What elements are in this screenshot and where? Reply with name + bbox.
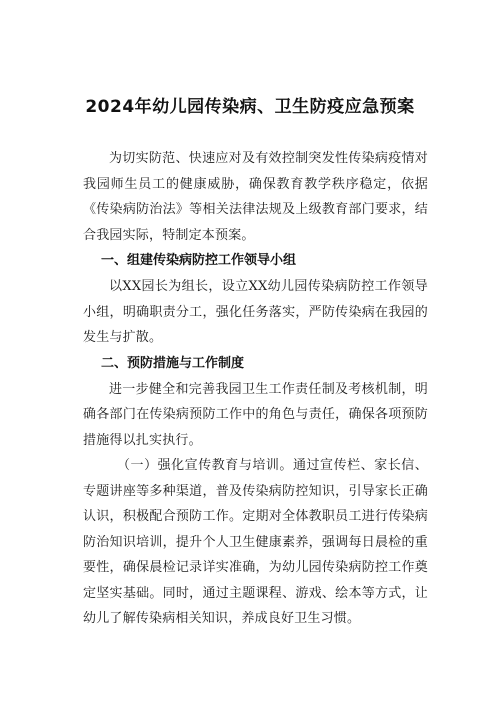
document-title: 2024年幼儿园传染病、卫生防疫应急预案 [85,97,415,117]
section2-paragraph: 进一步健全和完善我园卫生工作责任制及考核机制，明确各部门在传染病预防工作中的角色与责任，确保各项预防措施得以扎实执行。 [83,381,428,448]
subsection1-paragraph: （一）强化宣传教育与培训。通过宣传栏、家长信、专题讲座等多种渠道，普及传染病防控知识，引导家长正确认识，积极配合预防工作。定期对全体教职员工进行传染病防治知识培训，提升个人卫生健康素养，强调每日晨检的重要性，确保晨检记录详实准确，为幼儿园传染病防控工作奠定坚实基础。同时，通过主题课程、游戏、绘本等方式，让幼儿了解传染病相关知识，养成良好卫生习惯。 [83,458,428,626]
document-body [83,146,428,632]
section-heading-1: 一、组建传染病防控工作领导小组 [101,253,297,268]
section1-paragraph: 以XX园长为组长，设立XX幼儿园传染病防控工作领导小组，明确职责分工，强化任务落实，严防传染病在我园的发生与扩散。 [83,279,428,345]
section-heading-2: 二、预防措施与工作制度 [101,355,245,371]
intro-paragraph: 为切实防范、快速应对及有效控制突发性传染病疫情对我园师生员工的健康威胁，确保教育教学秩序稳定，依据《传染病防治法》等相关法律法规及上级教育部门要求，结合我园实际，特制定本预案。 [83,151,428,243]
